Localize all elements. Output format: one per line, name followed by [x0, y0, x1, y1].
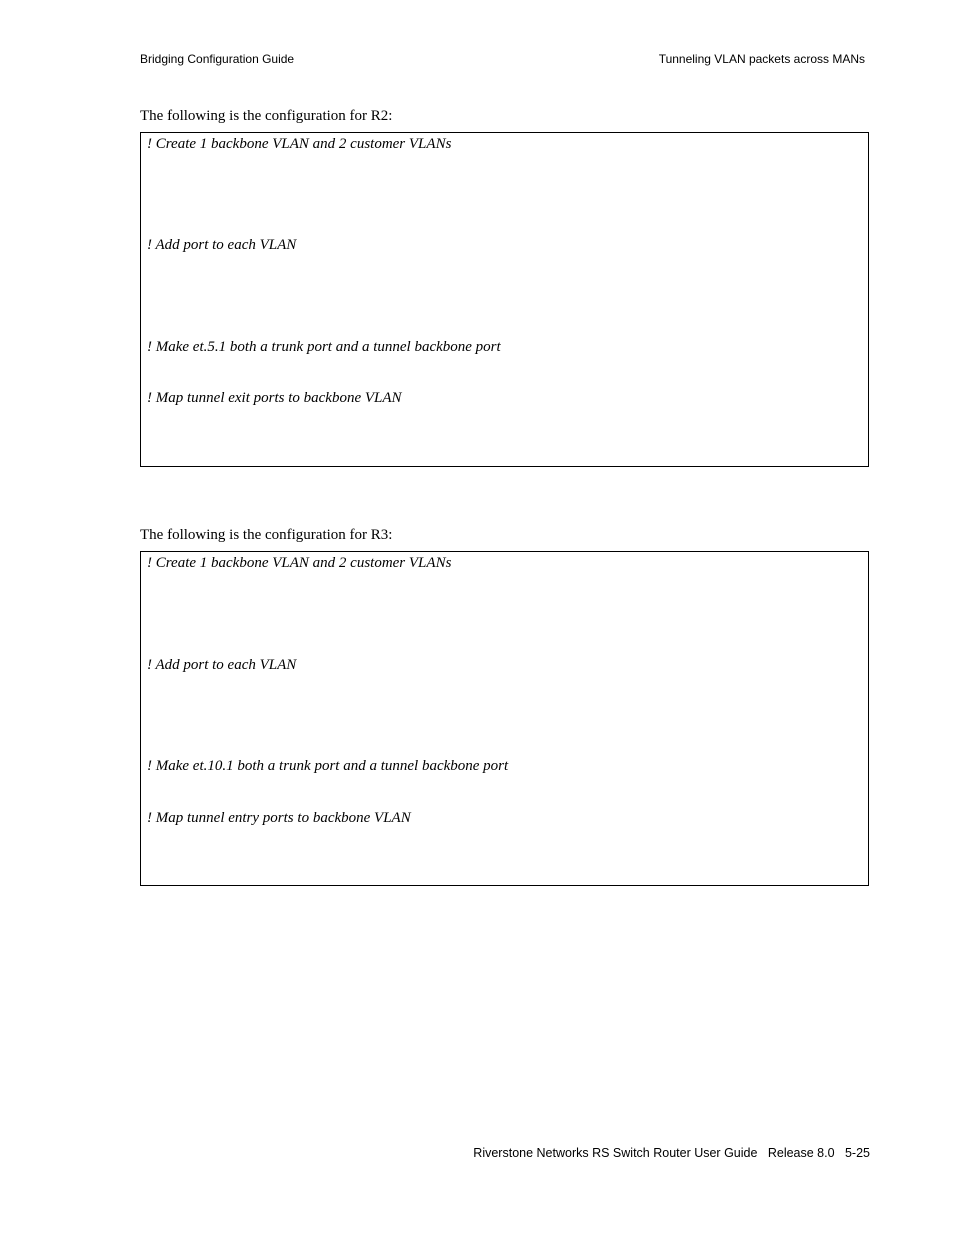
config-comment: ! Create 1 backbone VLAN and 2 customer VLANs [147, 136, 452, 152]
r3-config-box [140, 551, 869, 886]
config-comment: ! Map tunnel entry ports to backbone VLAN [147, 810, 411, 826]
r3-intro-text: The following is the configuration for R3: [140, 527, 393, 543]
r2-config-box [140, 132, 869, 467]
config-comment: ! Make et.5.1 both a trunk port and a tunnel backbone port [147, 339, 501, 355]
config-comment: ! Map tunnel exit ports to backbone VLAN [147, 390, 402, 406]
page-footer: Riverstone Networks RS Switch Router User Guide Release 8.0 5-25 [473, 1146, 870, 1160]
running-header-right: Tunneling VLAN packets across MANs [658, 52, 865, 66]
config-comment: ! Make et.10.1 both a trunk port and a tunnel backbone port [147, 758, 509, 774]
config-comment: ! Add port to each VLAN [147, 237, 297, 253]
running-header-left: Bridging Configuration Guide [140, 52, 295, 66]
r2-intro-text: The following is the configuration for R2: [140, 108, 393, 124]
config-comment: ! Create 1 backbone VLAN and 2 customer VLANs [147, 555, 452, 571]
config-comment: ! Add port to each VLAN [147, 657, 297, 673]
